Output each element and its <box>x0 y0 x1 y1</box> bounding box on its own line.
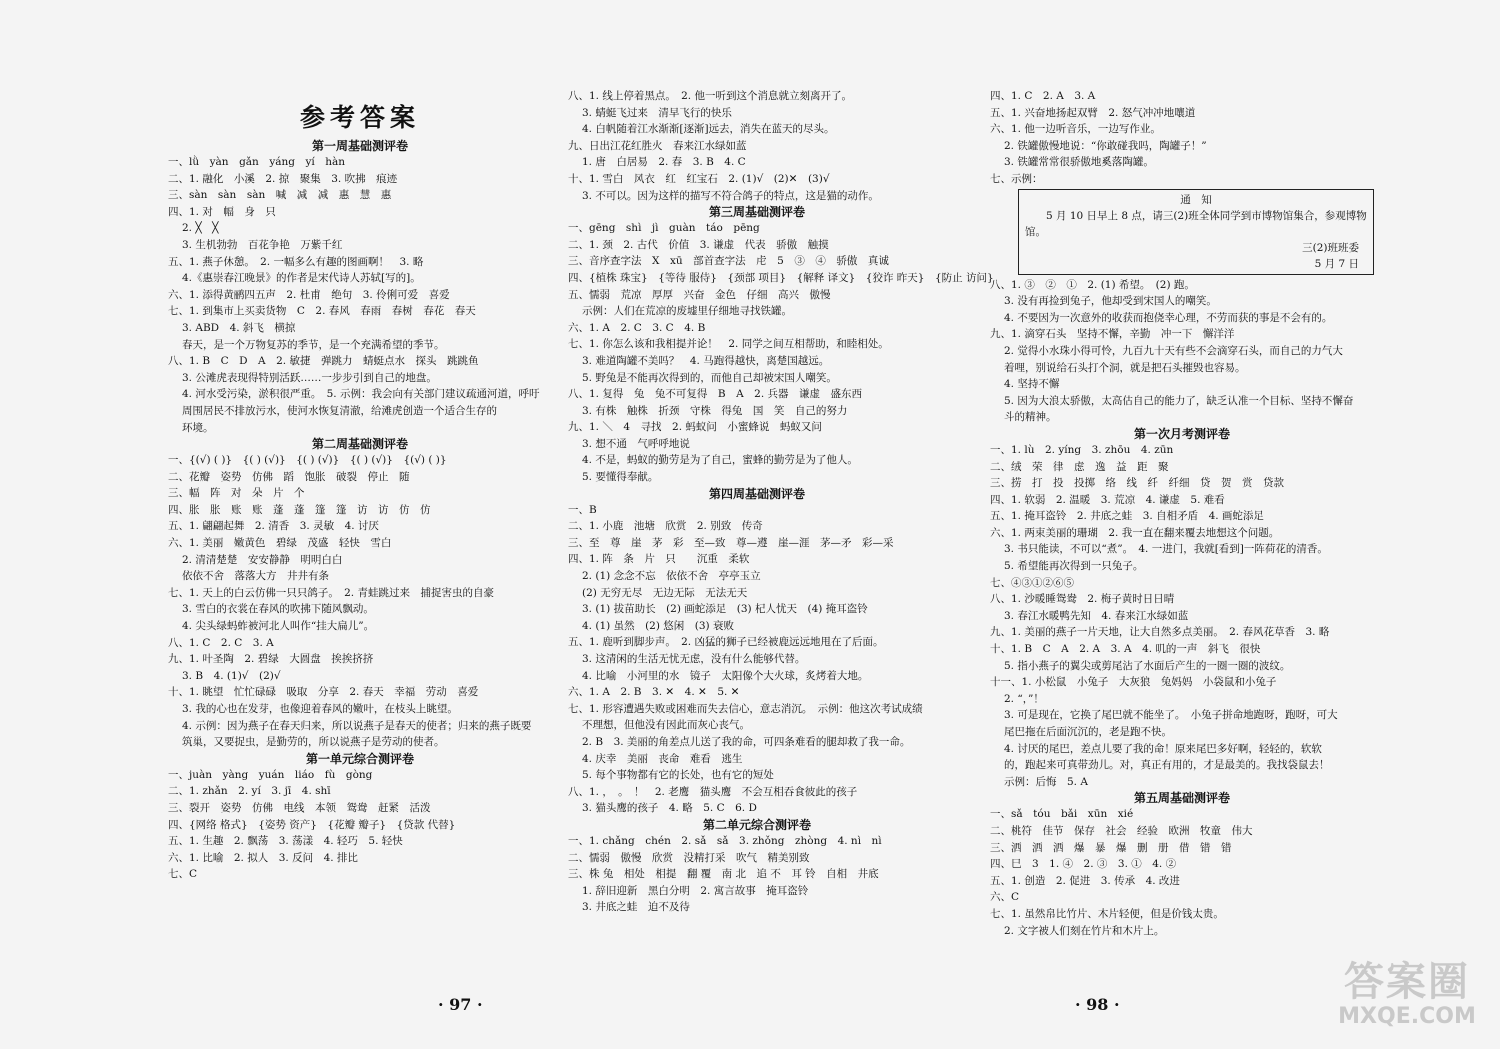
answer-line: 2. B 3. 美丽的角差点儿送了我的命，可四条难看的腿却救了我一命。 <box>582 735 911 748</box>
section-heading: 第三周基础测评卷 <box>708 205 805 220</box>
answer-line: 2. “，”！ <box>1004 692 1044 705</box>
answer-line: 九、1. 叶圣陶 2. 碧绿 大圆盘 挨挨挤挤 <box>168 653 374 666</box>
answer-line: 一、lǜ yàn gǎn yáng yí hàn <box>168 156 346 168</box>
answer-line: 九、1. 美丽的燕子一片天地，让大自然多点美丽。 2. 春风花草香 3. 略 <box>990 626 1330 639</box>
answer-line: 3. 不可以。因为这样的描写不符合鸽子的特点，这是猫的动作。 <box>582 189 879 202</box>
answer-line: 六、1. 美丽 嫩黄色 碧绿 茂盛 轻快 雪白 <box>168 537 392 550</box>
answer-line: 六、C <box>990 891 1020 904</box>
answer-line: 4. (1) 虽然 (2) 悠闲 (3) 衰败 <box>582 619 734 632</box>
answer-line: 五、1. 创造 2. 促进 3. 传承 4. 改进 <box>990 874 1180 887</box>
answer-line: 二、1. 小鹿 池塘 欣赏 2. 别致 传奇 <box>568 520 763 533</box>
notice-signature: 三(2)班班委 <box>1302 241 1359 254</box>
answer-line: 四、1. 软弱 2. 温暖 3. 荒凉 4. 谦虚 5. 难看 <box>990 493 1225 506</box>
answer-line: 四、巳 3 1. ④ 2. ③ 3. ① 4. ② <box>990 858 1177 871</box>
watermark-url: MXQE.COM <box>1338 1004 1476 1029</box>
answer-line: 一、1. chǎng chén 2. sǎ sǎ 3. zhǒng zhòng 4. nì nì <box>568 834 882 847</box>
answer-line: 五、1. 掩耳盗铃 2. 井底之蛙 3. 自相矛盾 4. 画蛇添足 <box>990 510 1264 523</box>
answer-line: 5. 要懂得奉献。 <box>582 471 659 484</box>
answer-line: 3. B 4. (1)√ (2)√ <box>182 669 281 682</box>
answer-line: 3. 我的心也在发芽，也像迎着春风的嫩叶，在枝头上眺望。 <box>182 703 458 715</box>
answer-line: 四、{网络 格式} {姿势 资产} {花瓣 瓣子} {贷款 代替} <box>168 818 456 831</box>
answer-line: 3. 书只能读，不可以“煮”。 4. 一进门，我就[看到]一阵荷花的清香。 <box>1004 543 1328 556</box>
answer-line: 四、{植株 珠宝} {等待 服侍} {颈部 项目} {解释 译文} {狡诈 昨天} {防止 访问} <box>568 271 994 284</box>
answer-line: 周围居民不排放污水，使河水恢复清澈，给滩虎创造一个适合生存的 <box>182 404 497 417</box>
answer-line: 3. 生机勃勃 百花争艳 万紫千红 <box>182 238 343 251</box>
answer-line: 二、1. 颈 2. 古代 价值 3. 谦虚 代表 骄傲 触摸 <box>568 238 829 251</box>
answer-line: 4. 不是，蚂蚁的勤劳是为了自己，蜜蜂的勤劳是为了他人。 <box>582 454 858 467</box>
answer-line: 八、1. B C D A 2. 敏捷 弹跳力 蜻蜓点水 探头 跳跳鱼 <box>168 355 479 368</box>
section-heading: 第二周基础测评卷 <box>311 437 408 452</box>
section-heading: 第二单元综合测评卷 <box>702 817 811 832</box>
answer-line: 示例：后悔 5. A <box>1004 775 1088 788</box>
answer-line: 3. 铁罐常常很骄傲地奚落陶罐。 <box>1004 156 1154 169</box>
answer-line: 2. 文字被人们刻在竹片和木片上。 <box>1004 924 1165 937</box>
answer-line: 十、1. 眺望 忙忙碌碌 吸取 分享 2. 春天 幸福 劳动 喜爱 <box>168 686 479 699</box>
notice-box <box>1018 189 1374 275</box>
answer-line: 5. 指小燕子的翼尖或剪尾沾了水面后产生的一圈一圈的波纹。 <box>1004 659 1291 672</box>
answer-line: 四、1. C 2. A 3. A <box>990 90 1096 102</box>
answer-line: 三、至 尊 崖 茅 彩 至—致 尊—遵 崖—涯 茅—矛 彩—采 <box>568 536 894 549</box>
section-heading: 第一周基础测评卷 <box>311 139 408 153</box>
notice-title: 通 知 <box>1180 193 1212 206</box>
answer-line: 4.《惠崇春江晚景》的作者是宋代诗人苏轼[写的]。 <box>182 272 421 285</box>
answer-line: 三、捞 打 投 投掷 络 线 纤 纤细 贷 贺 赏 贷款 <box>990 477 1284 490</box>
answer-line: 2. 清清楚楚 安安静静 明明白白 <box>182 553 343 566</box>
answer-line: 七、1. 形容遭遇失败或困难而失去信心，意志消沉。 示例：他这次考试成绩 <box>568 702 923 715</box>
answer-line: 1. 辞旧迎新 黑白分明 2. 寓言故事 掩耳盗铃 <box>582 884 809 897</box>
answer-line: 三、洒 洒 洒 爆 暴 爆 删 册 借 错 错 <box>990 841 1232 854</box>
answer-line: 九、日出江花红胜火 春来江水绿如蓝 <box>568 139 747 152</box>
answer-line: 5. 希望能再次得到一只兔子。 <box>1004 560 1144 573</box>
answer-line: 三、幅 阵 对 朵 片 个 <box>168 487 305 500</box>
answer-line: 九、1. ＼ 4 寻找 2. 蚂蚁问 小蜜蜂说 蚂蚁又问 <box>568 421 822 434</box>
answer-line: 七、1. 天上的白云仿佛一只只鸽子。 2. 青蛙跳过来 捕捉害虫的自豪 <box>168 586 494 599</box>
answer-line: 三、sàn sàn sàn 喊 减 减 惠 慧 惠 <box>168 189 392 202</box>
answer-line: 二、花瓣 姿势 仿佛 蹈 饱胀 破裂 停止 随 <box>168 470 410 483</box>
answer-line: 一、sǎ tóu bǎi xūn xié <box>990 808 1134 821</box>
answer-line: 2. 铁罐傲慢地说：“你敢碰我吗，陶罐子！” <box>1004 139 1207 152</box>
answer-line: (2) 无穷无尽 无边无际 无法无天 <box>582 586 748 599</box>
answer-line: 4. 比喻 小河里的水 镜子 太阳像个大火球，炙烤着大地。 <box>582 669 869 682</box>
answer-line: 4. 庆幸 美丽 丧命 难看 逃生 <box>582 752 743 765</box>
answer-line: 一、{(√) ( )} {( ) (√)} {( ) (√)} {( ) (√)} {(√) ( )} <box>168 454 447 467</box>
answer-line: 3. 猫头鹰的孩子 4. 略 5. C 6. D <box>582 802 757 815</box>
answer-line: 一、juàn yàng yuán liáo fù gòng <box>168 768 373 781</box>
answer-column-1 <box>168 88 552 883</box>
answer-line: 四、胀 胀 账 账 蓬 蓬 篷 篷 访 访 仿 仿 <box>168 503 431 516</box>
answer-line: 二、1. zhǎn 2. yí 3. jī 4. shī <box>168 785 331 798</box>
answer-line: 3. 这清闲的生活无忧无虑，没有什么能够代替。 <box>582 653 806 665</box>
answer-line: 七、1. 到集市上买卖货物 C 2. 春风 春雨 春树 春花 春天 <box>168 305 476 318</box>
section-heading: 第一单元综合测评卷 <box>305 751 414 766</box>
answer-line: 一、1. lù 2. yíng 3. zhōu 4. zūn <box>990 443 1174 456</box>
answer-line: 斗的精神。 <box>1004 411 1057 424</box>
notice-body: 5 月 10 日早上 8 点，请三(2)班全体同学到市博物馆集合，参观博物馆。 <box>1025 209 1367 238</box>
answer-line: 五、1. 翩翩起舞 2. 清香 3. 灵敏 4. 讨厌 <box>168 520 379 533</box>
answer-line: 3. 难道陶罐不美吗？ 4. 马跑得越快，离楚国越远。 <box>582 354 830 367</box>
notice-date: 5 月 7 日 <box>1314 257 1359 270</box>
answer-line: 十、1. 雪白 风衣 红 红宝石 2. (1)√ (2)✕ (3)√ <box>568 172 830 185</box>
answer-line: 4. 不要因为一次意外的收获而抱侥幸心理，不劳而获的事是不会有的。 <box>1004 311 1333 324</box>
answer-line: 3. 春江水暖鸭先知 4. 春来江水绿如蓝 <box>1004 609 1189 622</box>
answer-line: 五、1. 兴奋地扬起双臂 2. 怒气冲冲地嚷道 <box>990 106 1196 119</box>
answer-line: 八、1. ， 。 ！ 2. 老鹰 猫头鹰 不会互相吞食彼此的孩子 <box>568 785 858 798</box>
answer-line: 3. 雪白的衣裳在春风的吹拂下随风飘动。 <box>182 603 374 616</box>
answer-line: 依依不舍 落落大方 井井有条 <box>182 570 329 583</box>
page-number-left: · 97 · <box>438 995 483 1014</box>
answer-line: 六、1. A 2. B 3. ✕ 4. ✕ 5. ✕ <box>568 686 740 699</box>
page-number-right: · 98 · <box>1075 995 1120 1014</box>
answer-line: 四、1. 阵 条 片 只 沉重 柔软 <box>568 553 750 566</box>
answer-line: 九、1. 滴穿石头 坚持不懈，辛勤 冲一下 懈洋洋 <box>990 328 1235 341</box>
answer-line: 二、桃符 佳节 保存 社会 经验 欧洲 牧童 伟大 <box>990 824 1253 837</box>
answer-line: 3. 想不通 气呼呼地说 <box>582 437 690 450</box>
answer-line: 3. 井底之蛙 迫不及待 <box>582 901 690 914</box>
answer-line: 七、C <box>168 868 198 881</box>
answer-line: 八、1. 复得 兔 兔不可复得 B A 2. 兵器 谦虚 盛东西 <box>568 388 863 401</box>
answer-line: 七、1. 你怎么该和我相提并论！ 2. 同学之间互相帮助，和睦相处。 <box>568 338 889 351</box>
answer-line: 3. (1) 拔苗助长 (2) 画蛇添足 (3) 杞人忧天 (4) 掩耳盗铃 <box>582 603 868 616</box>
page-title: 参考答案 <box>299 103 420 132</box>
answer-line: 十一、1. 小松鼠 小兔子 大灰狼 兔妈妈 小袋鼠和小兔子 <box>990 676 1277 689</box>
answer-line: 一、gēng shì jì guàn táo pēng <box>568 222 760 235</box>
answer-line: 三、音序查字法 X xū 部首查字法 虍 5 ③ ④ 骄傲 真诚 <box>568 255 889 268</box>
watermark-text: 答案圈 <box>1344 959 1470 1005</box>
answer-line: 4. 坚持不懈 <box>1004 378 1060 391</box>
answer-line: 四、1. 对 幅 身 只 <box>168 205 276 218</box>
answer-line: 二、懦弱 傲慢 欣赏 没精打采 吹气 精美别致 <box>568 851 810 864</box>
answer-line: 的，跑起来可真带劲儿。对，真正有用的，才是最美的。我找袋鼠去！ <box>1004 759 1330 772</box>
answer-line: 一、B <box>568 503 597 516</box>
answer-line: 4. 尖头绿蚂蚱被河北人叫作“挂大扁儿”。 <box>182 620 375 633</box>
answer-line: 3. 公滩虎表现得特别活跃……一步步引到自己的地盘。 <box>182 371 437 384</box>
answer-line: 五、懦弱 荒凉 厚厚 兴奋 金色 仔细 高兴 傲慢 <box>568 288 831 301</box>
answer-line: 筑巢，又要捉虫，是勤劳的，所以说燕子是劳动的使者。 <box>182 736 445 749</box>
answer-line: 七、示例： <box>990 172 1043 185</box>
answer-line: 七、④③①②⑥⑤ <box>990 576 1074 589</box>
answer-line: 六、1. 添得黄鹂四五声 2. 杜甫 绝句 3. 伶俐可爱 喜爱 <box>168 288 450 301</box>
answer-line: 4. 示例：因为燕子在春天归来，所以说燕子是春天的使者；归来的燕子既要 <box>182 719 532 732</box>
watermark-logo <box>1322 960 1492 1030</box>
section-heading: 第一次月考测评卷 <box>1133 426 1230 441</box>
answer-line: 着哩，别说给石头打个洞，就是把石头摧毁也容易。 <box>1004 361 1246 374</box>
answer-line: 2. ╳ ╳ <box>182 222 219 235</box>
answer-line: 3. 蜻蜓飞过来 清早飞行的快乐 <box>582 106 732 119</box>
answer-line: 尾巴拖在后面沉沉的，老是跑不快。 <box>1004 726 1172 738</box>
section-heading: 第四周基础测评卷 <box>708 486 805 501</box>
answer-line: 六、1. 他一边听音乐，一边写作业。 <box>990 123 1161 136</box>
answer-line: 八、1. 线上停着黑点。 2. 他一听到这个消息就立刻离开了。 <box>568 90 852 102</box>
answer-column-3 <box>990 88 1374 939</box>
answer-line: 春天，是一个万物复苏的季节，是一个充满希望的季节。 <box>182 338 445 351</box>
answer-line: 4. 白帆随着江水渐渐[逐渐]远去，消失在蓝天的尽头。 <box>582 123 835 136</box>
answer-line: 3. 有株 触株 折颈 守株 得兔 国 笑 自己的努力 <box>582 404 848 417</box>
notice-answer <box>990 171 1374 275</box>
answer-line: 七、1. 虽然帛比竹片、木片轻便，但是价钱太贵。 <box>990 907 1224 920</box>
answer-line: 3. ABD 4. 斜飞 横掠 <box>182 321 296 334</box>
answer-line: 2. (1) 念念不忘 依依不舍 亭亭玉立 <box>582 570 761 583</box>
answer-line: 1. 唐 白居易 2. 春 3. B 4. C <box>582 156 746 169</box>
answer-column-2 <box>568 88 994 916</box>
answer-line: 5. 因为大浪太骄傲，太高估自己的能力了，缺乏认准一个目标、坚持不懈奋 <box>1004 394 1354 407</box>
answer-line: 4. 讨厌的尾巴，差点儿要了我的命！原来尾巴多好啊，轻轻的，软软 <box>1004 742 1322 755</box>
answer-line: 示例：人们在荒凉的废墟里仔细地寻找铁罐。 <box>582 305 792 318</box>
answer-line: 二、1. 融化 小溪 2. 掠 聚集 3. 吹拂 痕迹 <box>168 172 398 185</box>
answer-line: 5. 野兔是不能再次得到的，而他自己却被宋国人嘲笑。 <box>582 371 837 384</box>
answer-line: 八、1. 沙暖睡鸳鸯 2. 梅子黄时日日晴 <box>990 593 1175 606</box>
answer-line: 六、1. 两束美丽的珊瑚 2. 我一直在翻来覆去地想这个问题。 <box>990 526 1280 539</box>
answer-line: 六、1. 比喻 2. 拟人 3. 反问 4. 排比 <box>168 851 358 864</box>
answer-line: 环境。 <box>182 421 214 434</box>
answer-line: 5. 每个事物都有它的长处，也有它的短处 <box>582 769 774 782</box>
answer-line: 2. 觉得小水珠小得可怜，九百九十天有些不会滴穿石头，而自己的力气大 <box>1004 344 1343 357</box>
answer-line: 五、1. 燕子休憩。 2. 一幅多么有趣的图画啊！ 3. 略 <box>168 255 424 268</box>
answer-line: 三、裂开 姿势 仿佛 电线 本领 鸳鸯 赶紧 活泼 <box>168 801 431 814</box>
answer-line: 六、1. A 2. C 3. C 4. B <box>568 321 706 334</box>
answer-line: 八、1. C 2. C 3. A <box>168 636 274 649</box>
answer-line: 4. 河水受污染，淤积很严重。 5. 示例：我会向有关部门建议疏通河道，呼吁 <box>182 388 540 401</box>
answer-line: 五、1. 生趣 2. 飘荡 3. 荡漾 4. 轻巧 5. 轻快 <box>168 835 403 848</box>
answer-line: 3. 没有再捡到兔子，他却受到宋国人的嘲笑。 <box>1004 295 1217 308</box>
answer-line: 二、绒 荣 律 虑 逸 益 距 聚 <box>990 460 1169 473</box>
answer-line: 三、株 兔 相处 相提 翻 覆 南 北 追 不 耳 铃 自相 井底 <box>568 868 879 881</box>
section-heading: 第五周基础测评卷 <box>1133 791 1230 806</box>
answer-line: 3. 可是现在，它换了尾巴就不能坐了。 小兔子拼命地跑呀，跑呀，可大 <box>1004 709 1338 722</box>
answer-line: 八、1. ③ ② ① 2. (1) 希望。 (2) 跑。 <box>990 278 1195 291</box>
answer-line: 五、1. 鹿听到脚步声。 2. 凶猛的狮子已经被鹿远远地甩在了后面。 <box>568 636 884 649</box>
answer-line: 十、1. B C A 2. A 3. A 4. 叽的一声 斜飞 很快 <box>990 643 1261 656</box>
answer-line: 不理想，但他没有因此而灰心丧气。 <box>582 719 750 732</box>
